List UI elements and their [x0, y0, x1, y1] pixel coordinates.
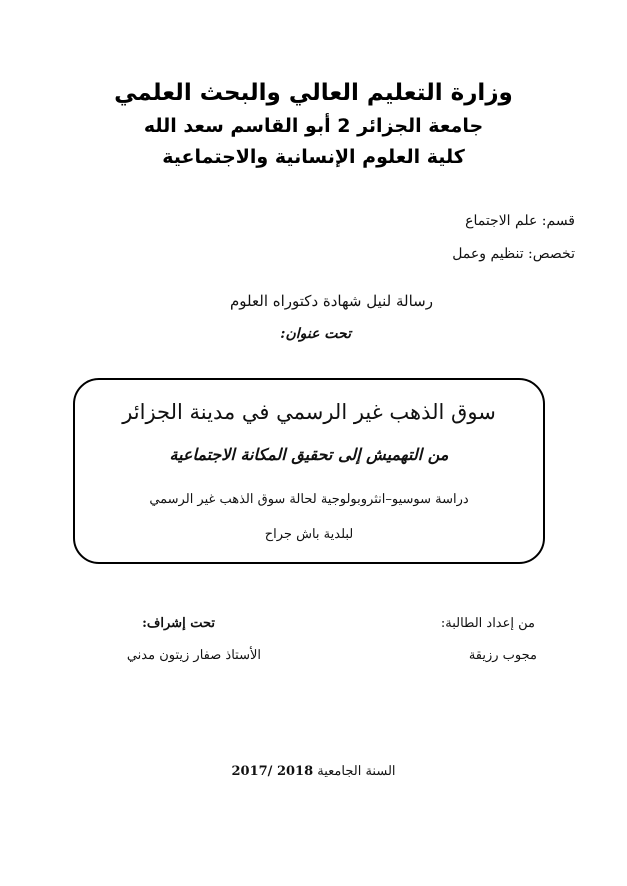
main-title: سوق الذهب غير الرسمي في مدينة الجزائر: [122, 400, 496, 424]
student-name: مجوب رزيقة: [468, 648, 537, 663]
title-box: [73, 378, 545, 564]
ministry-heading: وزارة التعليم العالي والبحث العلمي: [114, 80, 513, 106]
university-heading: جامعة الجزائر 2 أبو القاسم سعد الله: [143, 115, 484, 137]
subtitle: من التهميش إلى تحقيق المكانة الاجتماعية: [169, 445, 449, 464]
prepared-by-label: من إعداد الطالبة:: [440, 616, 535, 631]
supervisor-name: الأستاذ صفار زيتون مدني: [126, 648, 261, 663]
under-title-label: تحت عنوان:: [280, 326, 351, 342]
academic-year: [0, 764, 627, 779]
specialty-label: تخصص: تنظيم وعمل: [452, 246, 575, 262]
academic-year-label: السنة الجامعية: [317, 764, 396, 779]
supervision-label: تحت إشراف:: [142, 616, 215, 631]
academic-year-value: 2017/ 2018: [231, 764, 314, 779]
department-label: قسم: علم الاجتماع: [465, 213, 575, 229]
study-description-line-2: لبلدية باش جراح: [264, 527, 354, 542]
faculty-heading: كلية العلوم الإنسانية والاجتماعية: [162, 146, 465, 168]
thesis-type-text: رسالة لنيل شهادة دكتوراه العلوم: [230, 292, 433, 310]
study-description-line-1: دراسة سوسيو–انثروبولوجية لحالة سوق الذهب غير الرسمي: [149, 492, 469, 507]
